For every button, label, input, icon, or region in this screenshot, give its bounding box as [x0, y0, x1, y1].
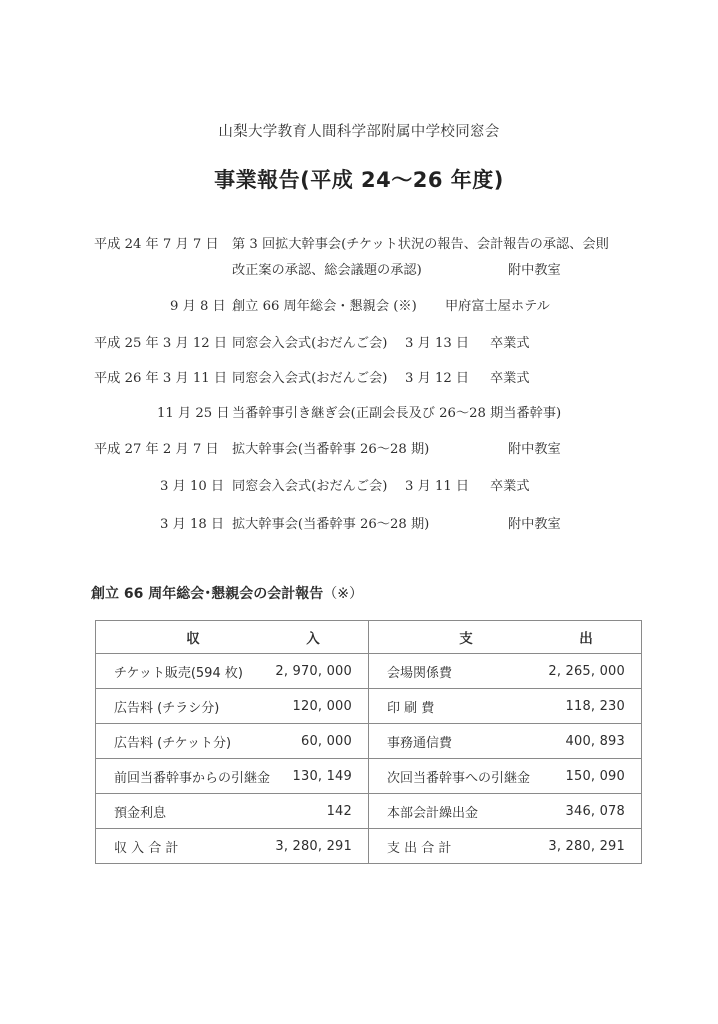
- event-date-secondary: 3 月 11 日: [405, 479, 470, 494]
- expense-cell: [369, 654, 642, 689]
- income-cell: [96, 794, 369, 829]
- event-text: 拡大幹事会(当番幹事 26～28 期): [232, 442, 430, 457]
- event-text: 創立 66 周年総会・懇親会 (※): [232, 299, 417, 314]
- income-label: チケット販売(594 枚): [114, 665, 243, 681]
- event-place: 卒業式: [490, 336, 530, 351]
- table-row: [96, 689, 642, 724]
- event-place: 卒業式: [490, 371, 530, 386]
- event-text: 拡大幹事会(当番幹事 26～28 期): [232, 517, 430, 532]
- expense-amount: 2, 265, 000: [548, 663, 625, 679]
- income-label: 広告料 (チラシ分): [114, 700, 220, 716]
- accounting-title-text: 創立 66 周年総会･懇親会の会計報告: [91, 586, 324, 602]
- expense-cell: [369, 689, 642, 724]
- event-place: 附中教室: [508, 517, 561, 532]
- event-date: 3 月 10 日: [160, 479, 225, 494]
- expense-header-char-1: 支: [459, 631, 473, 647]
- expense-amount: 400, 893: [565, 733, 625, 749]
- table-header-row: [96, 621, 642, 654]
- expense-cell: [369, 724, 642, 759]
- income-amount: 2, 970, 000: [275, 663, 352, 679]
- income-total-label: 収 入 合 計: [114, 840, 179, 856]
- expense-amount: 118, 230: [565, 698, 625, 714]
- expense-label: 次回当番幹事への引継金: [387, 770, 531, 786]
- event-place: 卒業式: [490, 479, 530, 494]
- table-row: [96, 759, 642, 794]
- expense-header-char-2: 出: [579, 631, 593, 647]
- event-text: 同窓会入会式(おだんご会): [232, 479, 388, 494]
- table-row: [96, 794, 642, 829]
- event-date: 平成 26 年 3 月 11 日: [94, 371, 228, 386]
- expense-label: 事務通信費: [387, 735, 453, 751]
- income-header-char-1: 収: [186, 631, 200, 647]
- income-amount: 120, 000: [292, 698, 352, 714]
- income-header: [96, 621, 369, 654]
- table-row: [96, 724, 642, 759]
- event-text: 同窓会入会式(おだんご会): [232, 336, 388, 351]
- event-text: 当番幹事引き継ぎ会(正副会長及び 26～28 期当番幹事): [232, 406, 562, 421]
- event-place: 甲府富士屋ホテル: [445, 299, 550, 314]
- income-amount: 130, 149: [292, 768, 352, 784]
- event-date: 平成 24 年 7 月 7 日: [94, 237, 219, 252]
- organization-name: 山梨大学教育人間科学部附属中学校同窓会: [218, 124, 500, 140]
- expense-label: 本部会計繰出金: [387, 805, 479, 821]
- income-total-cell: [96, 829, 369, 864]
- event-date: 9 月 8 日: [170, 299, 226, 314]
- event-date: 11 月 25 日: [157, 406, 230, 421]
- event-date: 平成 27 年 2 月 7 日: [94, 442, 219, 457]
- expense-total-label: 支 出 合 計: [387, 840, 452, 856]
- expense-total-cell: [369, 829, 642, 864]
- accounting-section-title: [91, 583, 363, 603]
- income-amount: 142: [326, 803, 352, 819]
- income-label: 広告料 (チケット分): [114, 735, 232, 751]
- footnote-mark: （※）: [323, 586, 363, 602]
- expense-cell: [369, 794, 642, 829]
- table-total-row: [96, 829, 642, 864]
- event-place: 附中教室: [508, 263, 561, 278]
- event-text-continued: 改正案の承認、総会議題の承認): [232, 263, 422, 278]
- event-date: 3 月 18 日: [160, 517, 225, 532]
- event-text: 同窓会入会式(おだんご会): [232, 371, 388, 386]
- income-total-amount: 3, 280, 291: [275, 838, 352, 854]
- expense-cell: [369, 759, 642, 794]
- document-title: 事業報告(平成 24～26 年度): [214, 168, 504, 192]
- income-label: 預金利息: [114, 805, 167, 821]
- event-date: 平成 25 年 3 月 12 日: [94, 336, 228, 351]
- expense-label: 印 刷 費: [387, 700, 435, 716]
- expense-label: 会場関係費: [387, 665, 453, 681]
- event-date-secondary: 3 月 12 日: [405, 371, 470, 386]
- income-header-char-2: 入: [306, 631, 320, 647]
- income-cell: [96, 689, 369, 724]
- expense-total-amount: 3, 280, 291: [548, 838, 625, 854]
- expense-amount: 150, 090: [565, 768, 625, 784]
- income-cell: [96, 759, 369, 794]
- event-place: 附中教室: [508, 442, 561, 457]
- expense-header: [369, 621, 642, 654]
- income-label: 前回当番幹事からの引継金: [114, 770, 271, 786]
- expense-amount: 346, 078: [565, 803, 625, 819]
- event-date-secondary: 3 月 13 日: [405, 336, 470, 351]
- table-row: [96, 654, 642, 689]
- income-cell: [96, 724, 369, 759]
- income-cell: [96, 654, 369, 689]
- event-text: 第 3 回拡大幹事会(チケット状況の報告、会計報告の承認、会則: [232, 237, 609, 252]
- income-amount: 60, 000: [300, 733, 352, 749]
- accounting-table: [95, 620, 642, 864]
